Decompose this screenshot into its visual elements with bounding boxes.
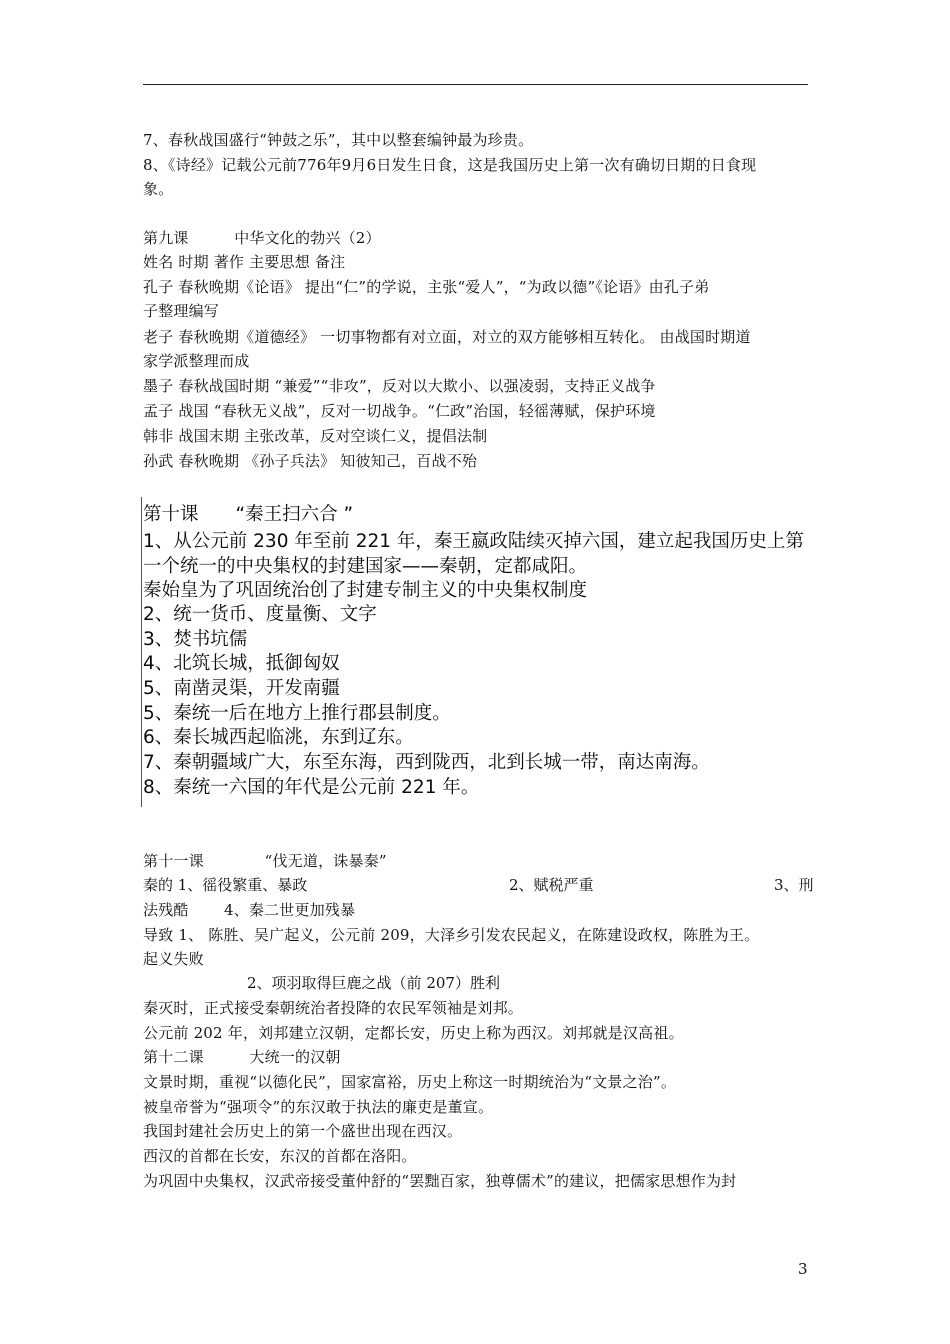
lesson11-cause-line2: 法残酷 4、秦二世更加残暴 (143, 901, 356, 919)
image-block-border (141, 497, 142, 807)
lesson9-row: 子整理编写 (143, 302, 220, 320)
lesson12-line: 为巩固中央集权，汉武帝接受董仲舒的“罢黜百家，独尊儒术”的建议，把儒家思想作为封 (143, 1172, 737, 1190)
lesson10-line: 4、北筑长城，抵御匈奴 (143, 653, 340, 674)
lesson10-line: 一个统一的中央集权的封建国家——秦朝，定都咸阳。 (143, 556, 588, 577)
lesson9-row: 墨子 春秋战国时期 “兼爱”“非攻”，反对以大欺小、以强凌弱，支持正义战争 (143, 377, 656, 395)
lesson10-line: 秦始皇为了巩固统治创了封建专制主义的中央集权制度 (143, 580, 588, 601)
lesson11-cause-3: 3、刑 (774, 876, 814, 894)
lesson11-line: 秦灭时，正式接受秦朝统治者投降的农民军领袖是刘邦。 (143, 999, 524, 1017)
item-8-cont: 象。 (143, 180, 174, 198)
lesson10-line: 7、秦朝疆域广大，东至东海，西到陇西，北到长城一带，南达南海。 (143, 752, 710, 773)
lesson10-line: 1、从公元前 230 年至前 221 年，秦王嬴政陆续灭掉六国，建立起我国历史上第 (143, 531, 804, 552)
item-7: 7、春秋战国盛行“钟鼓之乐”，其中以整套编钟最为珍贵。 (143, 131, 534, 149)
page-number: 3 (798, 1260, 808, 1278)
lesson12-title: 第十二课 大统一的汉朝 (143, 1048, 341, 1066)
lesson10-line: 5、南凿灵渠，开发南疆 (143, 678, 340, 699)
lesson9-title: 第九课 中华文化的勃兴（2） (143, 229, 381, 247)
lesson11-title: 第十一课 “伐无道，诛暴秦” (143, 852, 387, 870)
lesson10-title: 第十课 “秦王扫六合 ” (143, 504, 354, 525)
lesson10-line: 2、统一货币、度量衡、文字 (143, 604, 377, 625)
lesson11-result-1-cont: 起义失败 (143, 950, 204, 968)
lesson9-row: 孙武 春秋晚期 《孙子兵法》 知彼知己，百战不殆 (143, 452, 478, 470)
lesson12-line: 文景时期，重视“以德化民”，国家富裕，历史上称这一时期统治为“文景之治”。 (143, 1073, 677, 1091)
lesson10-line: 6、秦长城西起临洮，东到辽东。 (143, 727, 414, 748)
lesson9-header: 姓名 时期 著作 主要思想 备注 (143, 253, 346, 271)
lesson12-line: 西汉的首都在长安，东汉的首都在洛阳。 (143, 1147, 417, 1165)
item-8: 8、《诗经》记载公元前776年9月6日发生日食，这是我国历史上第一次有确切日期的日食现 (143, 156, 757, 174)
lesson9-row: 孔子 春秋晚期《论语》 提出“仁”的学说，主张“爱人”，“为政以德”《论语》由孔子弟 (143, 278, 710, 296)
lesson11-result-1: 导致 1、 陈胜、吴广起义，公元前 209，大泽乡引发农民起义，在陈建设政权，陈胜为王。 (143, 926, 760, 944)
lesson11-result-2: 2、项羽取得巨鹿之战（前 207）胜利 (247, 974, 500, 992)
lesson11-cause-1: 秦的 1、徭役繁重、暴政 (143, 876, 308, 894)
lesson10-line: 8、秦统一六国的年代是公元前 221 年。 (143, 777, 480, 798)
lesson10-line: 3、焚书坑儒 (143, 629, 248, 650)
lesson9-row: 孟子 战国 “春秋无义战”，反对一切战争。“仁政”治国，轻徭薄赋，保护环境 (143, 402, 656, 420)
lesson11-cause-2: 2、赋税严重 (509, 876, 594, 894)
lesson9-row: 老子 春秋晚期《道德经》 一切事物都有对立面，对立的双方能够相互转化。 由战国时期道 (143, 328, 751, 346)
lesson11-line: 公元前 202 年，刘邦建立汉朝，定都长安，历史上称为西汉。刘邦就是汉高祖。 (143, 1024, 684, 1042)
lesson9-row: 韩非 战国末期 主张改革，反对空谈仁义，提倡法制 (143, 427, 488, 445)
header-rule (143, 84, 808, 85)
lesson12-line: 被皇帝誉为“强项令”的东汉敢于执法的廉吏是董宣。 (143, 1098, 494, 1116)
lesson10-line: 5、秦统一后在地方上推行郡县制度。 (143, 703, 451, 724)
lesson9-row: 家学派整理而成 (143, 352, 250, 370)
lesson12-line: 我国封建社会历史上的第一个盛世出现在西汉。 (143, 1122, 463, 1140)
